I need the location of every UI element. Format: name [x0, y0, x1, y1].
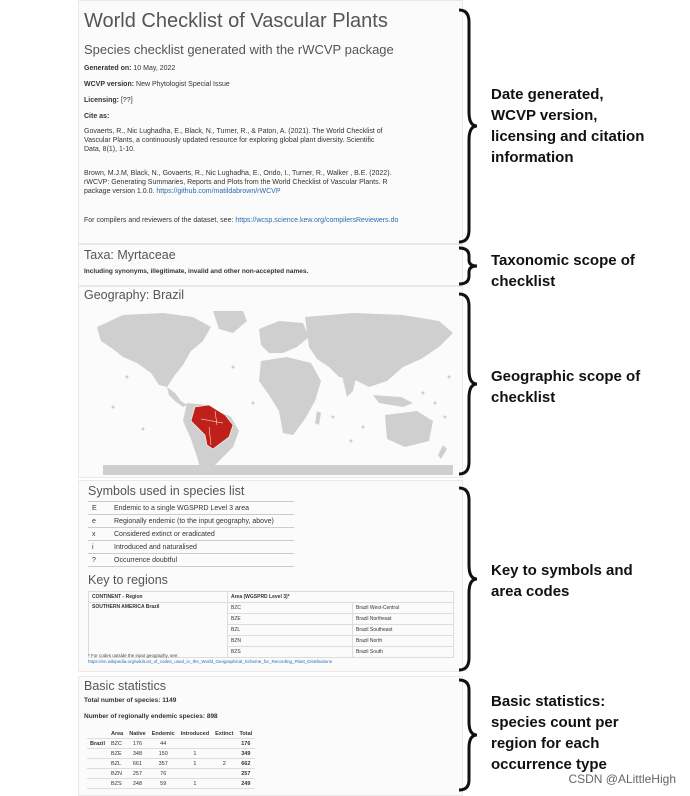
stats-cell-introduced — [178, 739, 212, 749]
area-name: Brazil North — [353, 636, 454, 647]
annotation-key: Key to symbols and area codes — [491, 562, 633, 600]
stats-row — [87, 739, 255, 749]
stats-cell-introduced: 1 — [178, 749, 212, 759]
symbol-description: Endemic to a single WGSPRD Level 3 area — [110, 502, 294, 515]
symbol-code: ? — [88, 554, 110, 567]
stats-row — [87, 759, 255, 769]
annotation-stats: Basic statistics: species count per region for each occurrence type — [491, 693, 619, 773]
stats-region — [87, 769, 108, 779]
stats-region: Brazil — [87, 739, 108, 749]
stats-column-header: Endemic — [149, 729, 178, 739]
taxa-note: Including synonyms, illegitimate, invalid and other non-accepted names. — [84, 268, 309, 275]
annotation-taxa: Taxonomic scope of checklist — [491, 252, 635, 290]
indonesia-shape — [373, 395, 413, 407]
report-header-panel — [78, 0, 463, 244]
stats-cell-area: BZC — [108, 739, 126, 749]
stats-table — [87, 729, 255, 789]
stats-cell-extinct — [212, 749, 236, 759]
europe-shape — [259, 321, 309, 353]
stats-heading: Basic statistics — [84, 679, 166, 693]
stats-column-header: Native — [126, 729, 149, 739]
stats-cell-area: BZS — [108, 779, 126, 789]
geography-panel — [78, 286, 463, 478]
stats-cell-area: BZE — [108, 749, 126, 759]
region-name: SOUTHERN AMERICA Brazil — [89, 603, 228, 658]
symbol-description: Introduced and naturalised — [110, 541, 294, 554]
symbol-description: Regionally endemic (to the input geography, above) — [110, 515, 294, 528]
watermark: CSDN @ALittleHigh — [568, 772, 676, 786]
stats-row — [87, 769, 255, 779]
stats-cell-native: 248 — [126, 779, 149, 789]
report-subtitle: Species checklist generated with the rWCVP package — [84, 42, 394, 57]
stats-column-header — [87, 729, 108, 739]
symbol-code: x — [88, 528, 110, 541]
taxa-heading: Taxa: Myrtaceae — [84, 248, 176, 262]
area-code: BZL — [228, 625, 353, 636]
key-panel — [78, 480, 463, 672]
stats-cell-native: 661 — [126, 759, 149, 769]
stats-cell-area: BZL — [108, 759, 126, 769]
brace-1 — [455, 8, 481, 244]
stats-panel — [78, 676, 463, 796]
symbol-row — [88, 528, 294, 541]
stats-cell-endemic: 44 — [149, 739, 178, 749]
stats-cell-total: 662 — [236, 759, 255, 769]
regions-col-area: Area (WGSPRD Level 3)* — [228, 592, 454, 603]
stats-cell-introduced: 1 — [178, 759, 212, 769]
stats-cell-native: 176 — [126, 739, 149, 749]
licensing-value: [??] — [120, 97, 133, 104]
regions-col-continent: CONTINENT - Region — [89, 592, 228, 603]
annotation-geography: Geographic scope of checklist — [491, 368, 641, 406]
total-species-row: Total number of species: 1149 — [84, 697, 177, 704]
stats-region — [87, 779, 108, 789]
symbol-row — [88, 541, 294, 554]
generated-value: 10 May, 2022 — [133, 65, 176, 72]
asia-shape — [305, 313, 453, 387]
central-america-shape — [167, 387, 187, 407]
symbol-code: E — [88, 502, 110, 515]
version-value: New Phytologist Special Issue — [136, 81, 230, 88]
endemic-species-row: Number of regionally endemic species: 898 — [84, 713, 218, 720]
citation-2: Brown, M.J.M, Black, N., Govaerts, R., Nic Lughadha, E., Ondo, I., Turner, R., Walker , B.E. (2022). rWCVP: Generating Summaries, Reports and Plots from the World Checklist of Vascular Plants. R package version 1.0.0. https://github.com/matildabrown/rWCVP — [84, 170, 392, 195]
stats-cell-total: 176 — [236, 739, 255, 749]
symbols-table — [88, 501, 294, 567]
stats-cell-introduced: 1 — [178, 779, 212, 789]
symbol-row — [88, 554, 294, 567]
region-row — [89, 603, 454, 614]
stats-cell-endemic: 76 — [149, 769, 178, 779]
codes-link[interactable]: https://en.wikipedia.org/wiki/List_of_codes_used_in_the_World_Geographical_Scheme_for_Recording_Plant_Distributions — [88, 659, 333, 664]
antarctica-shape — [103, 465, 453, 475]
symbol-code: e — [88, 515, 110, 528]
citation-1: Govaerts, R., Nic Lughadha, E., Black, N., Turner, R., & Paton, A. (2021). The World Checklist of Vascular Plants, a continuously updated resource for exploring global plant diversity. Scientific Data, 8(1), 1-10. — [84, 128, 383, 153]
stats-row — [87, 749, 255, 759]
version-label: WCVP version: — [84, 81, 135, 88]
generated-row — [84, 65, 175, 72]
symbol-description: Considered extinct or eradicated — [110, 528, 294, 541]
area-code: BZE — [228, 614, 353, 625]
stats-region — [87, 759, 108, 769]
australia-shape — [385, 411, 433, 447]
stats-row — [87, 779, 255, 789]
north-america-shape — [97, 313, 211, 387]
area-name: Brazil West-Central — [353, 603, 454, 614]
stats-cell-native: 348 — [126, 749, 149, 759]
cite-label: Cite as: — [84, 113, 110, 120]
symbol-row — [88, 515, 294, 528]
generated-label: Generated on: — [84, 65, 132, 72]
area-code: BZN — [228, 636, 353, 647]
compilers-row: For compilers and reviewers of the dataset, see: https://wcsp.science.kew.org/compilersReviewers.do — [84, 217, 399, 224]
geography-heading: Geography: Brazil — [84, 288, 185, 302]
stats-cell-total: 349 — [236, 749, 255, 759]
stats-column-header: Introduced — [178, 729, 212, 739]
madagascar-shape — [315, 411, 321, 425]
area-code: BZS — [228, 647, 353, 658]
stats-cell-extinct — [212, 769, 236, 779]
brace-2 — [455, 246, 481, 286]
total-species-value: 1149 — [162, 697, 177, 704]
area-name: Brazil Northeast — [353, 614, 454, 625]
stats-cell-endemic: 357 — [149, 759, 178, 769]
brace-3 — [455, 292, 481, 476]
regions-heading: Key to regions — [88, 573, 168, 587]
stats-cell-extinct — [212, 739, 236, 749]
stats-cell-total: 249 — [236, 779, 255, 789]
stats-region — [87, 749, 108, 759]
stats-column-header: Area — [108, 729, 126, 739]
regions-table — [88, 591, 454, 658]
stats-cell-total: 257 — [236, 769, 255, 779]
stats-cell-endemic: 59 — [149, 779, 178, 789]
world-map — [83, 307, 459, 475]
stats-cell-extinct: 2 — [212, 759, 236, 769]
version-row — [84, 81, 230, 88]
annotation-header: Date generated, WCVP version, licensing and citation information — [491, 86, 645, 166]
stats-cell-extinct — [212, 779, 236, 789]
licensing-row — [84, 97, 133, 104]
symbol-code: i — [88, 541, 110, 554]
area-code: BZC — [228, 603, 353, 614]
africa-shape — [259, 357, 321, 435]
stats-cell-introduced — [178, 769, 212, 779]
stats-column-header: Total — [236, 729, 255, 739]
rwcvp-github-link[interactable]: https://github.com/matildabrown/rWCVP — [156, 188, 281, 195]
regions-footnote: * For codes outside the input geography, see: https://en.wikipedia.org/wiki/List_of_codes_used_in_the_World_Geographical_Scheme_for_Recording_Plant_Distributions — [88, 653, 333, 664]
symbol-row — [88, 502, 294, 515]
report-title: World Checklist of Vascular Plants — [84, 10, 388, 32]
brace-5 — [455, 678, 481, 792]
area-name: Brazil South — [353, 647, 454, 658]
greenland-shape — [213, 311, 247, 333]
stats-cell-native: 257 — [126, 769, 149, 779]
symbols-heading: Symbols used in species list — [88, 484, 245, 498]
new-zealand-shape — [438, 445, 447, 459]
stats-cell-endemic: 150 — [149, 749, 178, 759]
brace-4 — [455, 486, 481, 672]
stats-cell-area: BZN — [108, 769, 126, 779]
licensing-label: Licensing: — [84, 97, 120, 104]
endemic-species-value: 898 — [206, 713, 218, 720]
compilers-link[interactable]: https://wcsp.science.kew.org/compilersReviewers.do — [235, 217, 399, 224]
stats-column-header: Extinct — [212, 729, 236, 739]
india-shape — [341, 371, 357, 397]
symbol-description: Occurrence doubtful — [110, 554, 294, 567]
taxa-panel — [78, 244, 463, 286]
area-name: Brazil Southeast — [353, 625, 454, 636]
